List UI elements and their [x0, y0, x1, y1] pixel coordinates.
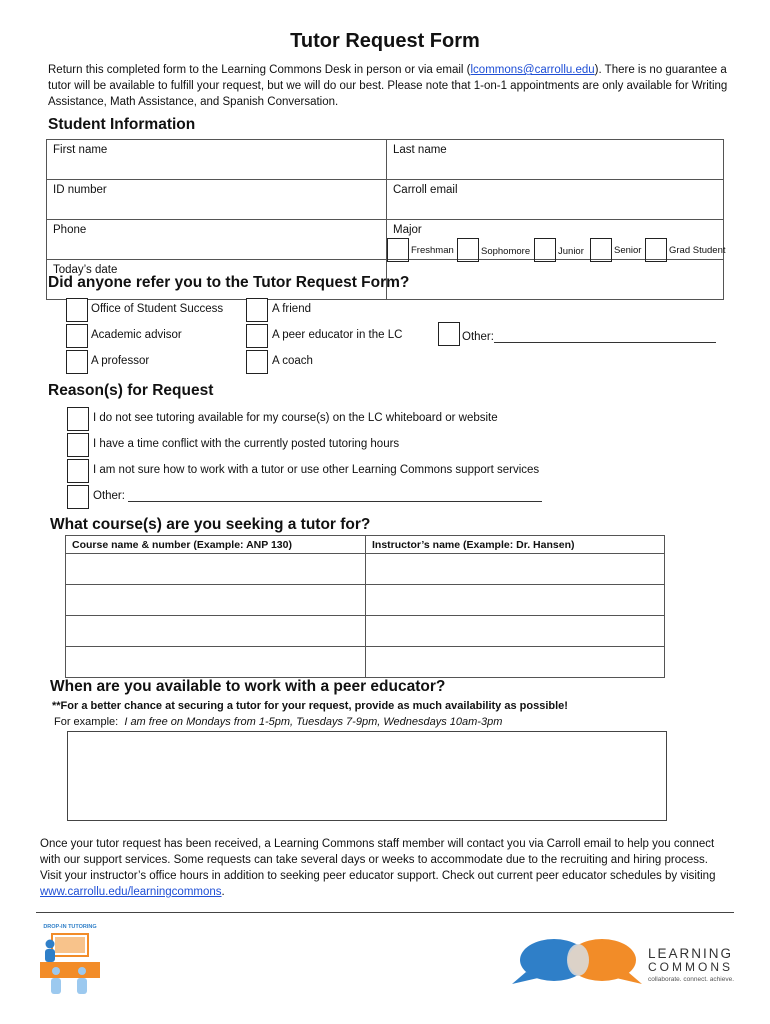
referral-option-label: A peer educator in the LC [272, 329, 403, 341]
instructor-cell[interactable] [366, 647, 665, 678]
reason-option-label: I do not see tutoring available for my course(s) on the LC whiteboard or website [93, 412, 498, 424]
grad-student-label: Grad Student [669, 245, 726, 256]
referral-heading: Did anyone refer you to the Tutor Request Form? [48, 274, 410, 291]
reason-other-line[interactable] [128, 501, 542, 502]
tutoring-people-icon [38, 932, 102, 1002]
student-info-heading: Student Information [48, 116, 196, 133]
reason-other-label: Other: [93, 490, 542, 502]
speech-bubbles-icon [512, 936, 644, 988]
courses-table [65, 535, 665, 678]
freshman-checkbox[interactable] [387, 238, 409, 262]
major-field[interactable]: Major [387, 220, 724, 260]
course-cell[interactable] [66, 647, 366, 678]
availability-textbox[interactable] [67, 731, 667, 821]
drop-in-tutoring-label: DROP-IN TUTORING [43, 924, 97, 930]
last-name-field[interactable]: Last name [387, 140, 724, 180]
instructor-cell[interactable] [366, 616, 665, 647]
logo-text-commons: COMMONS [648, 960, 733, 974]
referral-checkbox[interactable] [66, 324, 88, 348]
instructor-cell[interactable] [366, 585, 665, 616]
referral-option-label: A professor [91, 355, 150, 367]
footer-divider [36, 912, 734, 913]
table-row [66, 585, 665, 616]
course-cell[interactable] [66, 616, 366, 647]
senior-checkbox[interactable] [590, 238, 612, 262]
reason-checkbox[interactable] [67, 459, 89, 483]
referral-other-checkbox[interactable] [438, 322, 460, 346]
grad-student-checkbox[interactable] [645, 238, 667, 262]
table-row [66, 647, 665, 678]
first-name-field[interactable]: First name [47, 140, 387, 180]
availability-example: For example: I am free on Mondays from 1-5pm, Tuesdays 7-9pm, Wednesdays 10am-3pm [54, 716, 503, 728]
referral-option-label: A friend [272, 303, 311, 315]
referral-option-label: Office of Student Success [91, 303, 224, 315]
logo-text-learning: LEARNING [648, 946, 734, 961]
email-link[interactable]: lcommons@carrollu.edu [470, 64, 595, 76]
course-column-header: Course name & number (Example: ANP 130) [66, 536, 366, 554]
course-cell[interactable] [66, 554, 366, 585]
instructor-cell[interactable] [366, 554, 665, 585]
learningcommons-link[interactable]: www.carrollu.edu/learningcommons [40, 886, 222, 898]
referral-other-label: Other: [462, 331, 716, 343]
reason-checkbox[interactable] [67, 407, 89, 431]
availability-note: **For a better chance at securing a tutor for your request, provide as much availability as possible! [52, 700, 568, 712]
reason-option-label: I am not sure how to work with a tutor or use other Learning Commons support services [93, 464, 540, 476]
junior-label: Junior [558, 246, 584, 257]
year-cell [387, 260, 724, 300]
sophomore-label: Sophomore [481, 246, 531, 257]
senior-label: Senior [614, 245, 642, 256]
reason-other-checkbox[interactable] [67, 485, 89, 509]
referral-option-label: A coach [272, 355, 313, 367]
instructor-column-header: Instructor’s name (Example: Dr. Hansen) [366, 536, 665, 554]
courses-heading: What course(s) are you seeking a tutor for? [50, 516, 371, 533]
referral-option-label: Academic advisor [91, 329, 182, 341]
junior-checkbox[interactable] [534, 238, 556, 262]
reasons-heading: Reason(s) for Request [48, 382, 214, 399]
referral-other-line[interactable] [494, 342, 716, 343]
todays-date-field[interactable]: Today’s date [47, 260, 387, 300]
closing-paragraph: Once your tutor request has been received, a Learning Commons staff member will contact you via Carroll email to help you connect with our support services. Some requests can take several days or weeks to accommodate due to the recruiting and hiring process. Visit your instructor’s office hours in addition to seeking peer educator support. Check out current peer educator schedules by visiting www.carrollu.edu/learningcommons. [40, 838, 716, 898]
freshman-label: Freshman [411, 245, 454, 256]
table-row [66, 616, 665, 647]
referral-checkbox[interactable] [246, 298, 268, 322]
carroll-email-field[interactable]: Carroll email [387, 180, 724, 220]
referral-checkbox[interactable] [246, 324, 268, 348]
reason-checkbox[interactable] [67, 433, 89, 457]
id-number-field[interactable]: ID number [47, 180, 387, 220]
reason-option-label: I have a time conflict with the currently posted tutoring hours [93, 438, 400, 450]
drop-in-tutoring-logo [38, 924, 102, 1000]
phone-field[interactable]: Phone [47, 220, 387, 260]
intro-paragraph: Return this completed form to the Learning Commons Desk in person or via email (lcommons@carrollu.edu). There is no guarantee a tutor will be available to fulfill your request, but we will do our best. Please note that 1-on-1 appointments are only available for Writing Assistance, Math Assistance, and Spanish Conversation. [48, 64, 728, 108]
sophomore-checkbox[interactable] [457, 238, 479, 262]
referral-checkbox[interactable] [66, 350, 88, 374]
page-title: Tutor Request Form [290, 30, 480, 52]
referral-checkbox[interactable] [66, 298, 88, 322]
logo-tagline: collaborate. connect. achieve. [648, 976, 734, 983]
availability-heading: When are you available to work with a peer educator? [50, 678, 446, 695]
table-row [66, 554, 665, 585]
course-cell[interactable] [66, 585, 366, 616]
referral-checkbox[interactable] [246, 350, 268, 374]
